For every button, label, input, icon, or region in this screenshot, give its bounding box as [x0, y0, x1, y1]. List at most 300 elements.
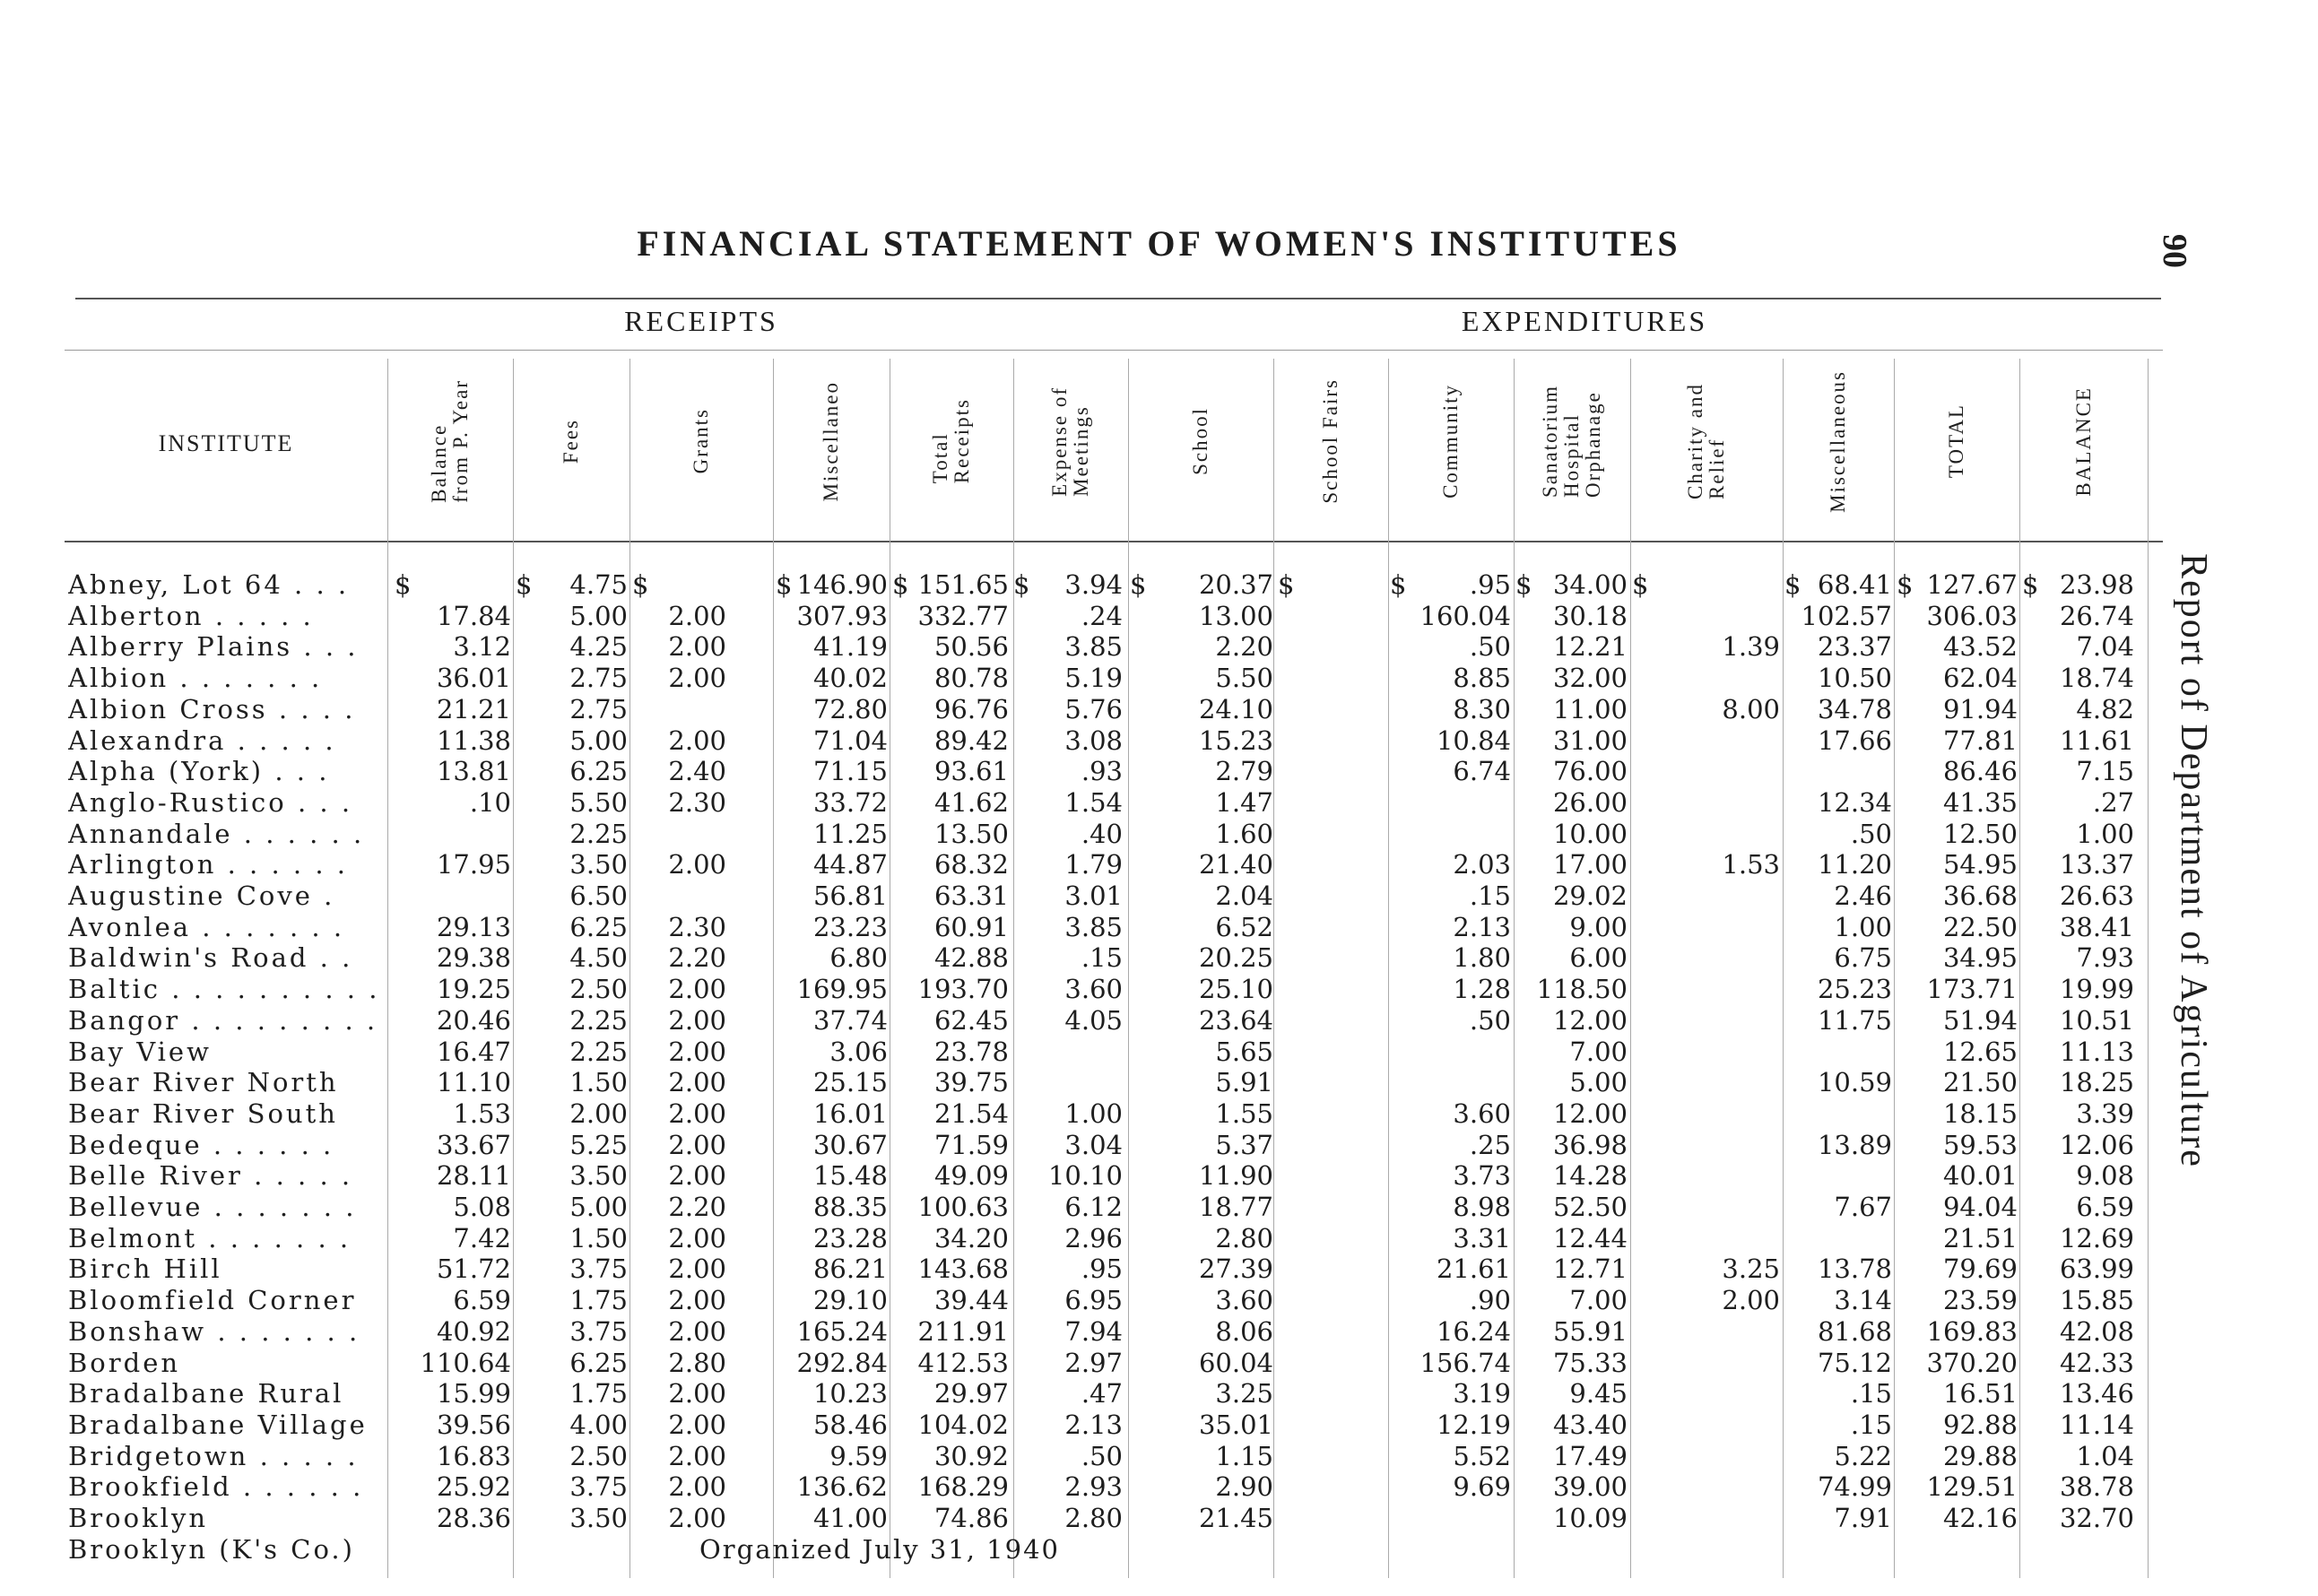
- table-cell: 3.06: [829, 1036, 888, 1067]
- table-cell: 143.68: [917, 1253, 1009, 1285]
- table-cell: 92.88: [1942, 1409, 2018, 1440]
- table-row: [0, 1005, 2152, 1037]
- dollar-sign: $: [1632, 569, 1649, 600]
- column-header-label: Miscellaneous: [1827, 369, 1849, 513]
- table-cell: 5.19: [1064, 663, 1123, 694]
- table-cell: 102.57: [1801, 600, 1892, 631]
- table-cell: 16.24: [1436, 1315, 1511, 1347]
- table-cell: 6.75: [1834, 942, 1892, 974]
- institute-column-header: INSTITUTE: [158, 430, 294, 456]
- table-cell: 1.75: [569, 1378, 628, 1410]
- table-cell: 13.46: [2059, 1378, 2134, 1410]
- table-cell: .50: [1850, 818, 1892, 849]
- table-cell: 146.90: [796, 569, 888, 600]
- table-cell: 2.30: [668, 786, 726, 818]
- table-cell: 7.42: [453, 1222, 511, 1253]
- table-cell: 104.02: [917, 1409, 1009, 1440]
- table-cell: 3.25: [1722, 1253, 1780, 1285]
- table-cell: 29.38: [436, 942, 511, 974]
- column-header: [1013, 351, 1128, 531]
- table-cell: 2.75: [569, 663, 628, 694]
- column-header-label: BALANCE: [2071, 386, 2095, 497]
- table-cell: 2.00: [668, 974, 726, 1005]
- table-cell: 62.45: [933, 1004, 1009, 1036]
- table-cell: 2.00: [668, 1129, 726, 1160]
- table-cell: 6.59: [453, 1285, 511, 1316]
- table-cell: .25: [1469, 1129, 1511, 1160]
- table-cell: 12.50: [1942, 818, 2018, 849]
- table-cell: 18.15: [1942, 1097, 2018, 1129]
- table-cell: 2.00: [668, 1036, 726, 1067]
- table-cell: 9.69: [1453, 1471, 1511, 1503]
- institute-name: Brooklyn: [68, 1503, 209, 1533]
- table-cell: 76.00: [1552, 756, 1628, 787]
- table-cell: 169.83: [1926, 1315, 2018, 1347]
- institute-name: Bradalbane Village: [68, 1409, 368, 1440]
- table-cell: 4.82: [2076, 693, 2134, 724]
- table-cell: 21.45: [1198, 1503, 1273, 1533]
- table-row: [0, 1441, 2152, 1472]
- table-cell: 11.14: [2059, 1409, 2134, 1440]
- column-header: [1783, 351, 1894, 531]
- table-cell: 165.24: [796, 1315, 888, 1347]
- table-cell: 12.69: [2059, 1222, 2134, 1253]
- dollar-sign: $: [2022, 569, 2039, 600]
- table-cell: 34.00: [1552, 569, 1628, 600]
- column-header-label: Grants: [690, 408, 712, 474]
- institute-name: Brooklyn (K's Co.): [68, 1533, 355, 1565]
- table-cell: 10.10: [1047, 1160, 1123, 1192]
- table-cell: 52.50: [1552, 1192, 1628, 1222]
- table-cell: 54.95: [1942, 849, 2018, 880]
- table-cell: 1.53: [453, 1097, 511, 1129]
- table-cell: 75.33: [1552, 1347, 1628, 1378]
- table-cell: 2.03: [1453, 849, 1511, 880]
- table-cell: 15.99: [436, 1378, 511, 1410]
- table-cell: 27.39: [1198, 1253, 1273, 1285]
- table-cell: 6.80: [829, 942, 888, 974]
- table-cell: 1.75: [569, 1285, 628, 1316]
- table-cell: 79.69: [1942, 1253, 2018, 1285]
- institute-name: Bridgetown . . . . .: [68, 1440, 359, 1471]
- running-head: Report of Department of Agriculture: [2173, 553, 2214, 1168]
- table-cell: 33.67: [436, 1129, 511, 1160]
- table-cell: 10.09: [1552, 1503, 1628, 1533]
- table-cell: 23.59: [1942, 1285, 2018, 1316]
- table-cell: 29.88: [1942, 1440, 2018, 1471]
- page-number: 90: [2156, 234, 2193, 268]
- table-cell: 3.50: [569, 1503, 628, 1533]
- table-cell: 1.28: [1453, 974, 1511, 1005]
- institute-name: Bangor . . . . . . . . .: [68, 1004, 378, 1036]
- table-cell: 40.92: [436, 1315, 511, 1347]
- table-cell: 118.50: [1536, 974, 1628, 1005]
- table-cell: 2.00: [1722, 1285, 1780, 1316]
- table-cell: 156.74: [1419, 1347, 1511, 1378]
- table-cell: 1.04: [2076, 1440, 2134, 1471]
- table-cell: 49.09: [933, 1160, 1009, 1192]
- institute-name: Augustine Cove .: [68, 880, 335, 911]
- table-cell: 3.60: [1064, 974, 1123, 1005]
- table-row: [0, 1223, 2152, 1254]
- header-bottom-rule: [65, 541, 2163, 542]
- institute-name: Abney, Lot 64 . . .: [68, 569, 350, 600]
- table-cell: 9.00: [1569, 911, 1628, 942]
- table-cell: .15: [1850, 1378, 1892, 1410]
- dollar-sign: $: [1013, 569, 1030, 600]
- table-cell: 15.48: [812, 1160, 888, 1192]
- table-cell: 3.75: [569, 1471, 628, 1503]
- institute-name: Bloomfield Corner: [68, 1285, 357, 1316]
- table-cell: 21.21: [436, 693, 511, 724]
- institute-name: Albion Cross . . . .: [68, 693, 356, 724]
- table-cell: 3.85: [1064, 911, 1123, 942]
- institute-name: Bear River South: [68, 1097, 338, 1129]
- table-cell: 3.50: [569, 1160, 628, 1192]
- table-cell: 2.13: [1453, 911, 1511, 942]
- institute-name: Birch Hill: [68, 1253, 222, 1285]
- table-cell: 30.67: [812, 1129, 888, 1160]
- table-cell: 60.04: [1198, 1347, 1273, 1378]
- table-cell: 2.40: [668, 756, 726, 787]
- table-cell: 39.75: [933, 1067, 1009, 1098]
- table-cell: .24: [1081, 600, 1123, 631]
- table-cell: 2.00: [668, 1253, 726, 1285]
- table-cell: 5.50: [1215, 663, 1273, 694]
- table-cell: .15: [1850, 1409, 1892, 1440]
- table-cell: 75.12: [1817, 1347, 1892, 1378]
- table-row: [0, 974, 2152, 1005]
- table-cell: 23.28: [812, 1222, 888, 1253]
- table-cell: 23.64: [1198, 1004, 1273, 1036]
- table-cell: 6.95: [1064, 1285, 1123, 1316]
- column-header-label: Charity and Relief: [1684, 383, 1728, 499]
- table-cell: 7.00: [1569, 1285, 1628, 1316]
- table-cell: 21.40: [1198, 849, 1273, 880]
- column-header: [387, 351, 513, 531]
- table-cell: 2.20: [1215, 631, 1273, 663]
- table-cell: 19.99: [2059, 974, 2134, 1005]
- table-cell: .15: [1469, 880, 1511, 911]
- column-header: [1128, 351, 1273, 531]
- table-cell: 26.00: [1552, 786, 1628, 818]
- dollar-sign: $: [776, 569, 793, 600]
- table-cell: 412.53: [917, 1347, 1009, 1378]
- institute-name: Belle River . . . . .: [68, 1160, 353, 1192]
- table-cell: 1.50: [569, 1067, 628, 1098]
- table-cell: 11.61: [2059, 724, 2134, 756]
- table-cell: 36.98: [1552, 1129, 1628, 1160]
- dollar-sign: $: [1278, 569, 1295, 600]
- table-row: [0, 1503, 2152, 1534]
- dollar-sign: $: [1784, 569, 1801, 600]
- institute-name: Bradalbane Rural: [68, 1378, 344, 1410]
- table-row: [0, 1067, 2152, 1098]
- table-row: [0, 1534, 2152, 1566]
- table-cell: 4.50: [569, 942, 628, 974]
- table-cell: 10.59: [1817, 1067, 1892, 1098]
- table-cell: 1.79: [1064, 849, 1123, 880]
- column-header-label: Total Receipts: [929, 398, 973, 484]
- table-cell: 13.50: [933, 818, 1009, 849]
- dollar-sign: $: [395, 569, 412, 600]
- table-cell: 11.38: [436, 724, 511, 756]
- table-cell: 193.70: [917, 974, 1009, 1005]
- table-cell: 12.06: [2059, 1129, 2134, 1160]
- table-cell: 8.00: [1722, 693, 1780, 724]
- institute-name: Alberry Plains . . .: [68, 631, 359, 663]
- table-row: [0, 819, 2152, 850]
- table-cell: 16.47: [436, 1036, 511, 1067]
- table-cell: 44.87: [812, 849, 888, 880]
- table-cell: 6.59: [2076, 1192, 2134, 1222]
- table-cell: 42.33: [2059, 1347, 2134, 1378]
- table-cell: 10.50: [1817, 663, 1892, 694]
- institute-name: Albion . . . . . . .: [68, 663, 323, 694]
- table-cell: 2.00: [668, 663, 726, 694]
- table-cell: 15.85: [2059, 1285, 2134, 1316]
- table-cell: 72.80: [812, 693, 888, 724]
- table-cell: 2.50: [569, 974, 628, 1005]
- table-cell: 2.96: [1064, 1222, 1123, 1253]
- table-cell: 6.74: [1453, 756, 1511, 787]
- table-cell: 80.78: [933, 663, 1009, 694]
- table-cell: 8.85: [1453, 663, 1511, 694]
- table-cell: 2.25: [569, 1004, 628, 1036]
- table-cell: 13.81: [436, 756, 511, 787]
- institute-name: Brookfield . . . . . .: [68, 1471, 364, 1503]
- table-cell: 7.00: [1569, 1036, 1628, 1067]
- table-cell: 332.77: [917, 600, 1009, 631]
- column-header-label: TOTAL: [1945, 403, 1967, 479]
- table-cell: 3.08: [1064, 724, 1123, 756]
- table-cell: 39.00: [1552, 1471, 1628, 1503]
- table-cell: 2.93: [1064, 1471, 1123, 1503]
- table-cell: 3.85: [1064, 631, 1123, 663]
- table-cell: 2.00: [668, 1471, 726, 1503]
- table-cell: 12.65: [1942, 1036, 2018, 1067]
- table-cell: 3.73: [1453, 1160, 1511, 1192]
- table-cell: 16.51: [1942, 1378, 2018, 1410]
- institute-name: Avonlea . . . . . . .: [68, 911, 345, 942]
- column-header: [1894, 351, 2019, 531]
- table-cell: 307.93: [796, 600, 888, 631]
- table-row: [0, 569, 2152, 601]
- institute-name: Bellevue . . . . . . .: [68, 1192, 357, 1222]
- dollar-sign: $: [1130, 569, 1147, 600]
- table-cell: 55.91: [1552, 1315, 1628, 1347]
- institute-name: Arlington . . . . . .: [68, 849, 349, 880]
- table-cell: 4.25: [569, 631, 628, 663]
- institute-name: Baltic . . . . . . . . . .: [68, 974, 380, 1005]
- table-cell: .15: [1081, 942, 1123, 974]
- table-cell: 12.19: [1436, 1409, 1511, 1440]
- table-cell: 11.90: [1198, 1160, 1273, 1192]
- table-cell: 11.10: [436, 1067, 511, 1098]
- table-cell: 5.00: [569, 724, 628, 756]
- table-cell: 2.04: [1215, 880, 1273, 911]
- table-cell: 168.29: [917, 1471, 1009, 1503]
- table-cell: 41.00: [812, 1503, 888, 1533]
- institute-name: Baldwin's Road . .: [68, 942, 353, 974]
- table-top-rule: [75, 298, 2161, 299]
- table-cell: 35.01: [1198, 1409, 1273, 1440]
- table-cell: 11.00: [1552, 693, 1628, 724]
- table-cell: 5.08: [453, 1192, 511, 1222]
- table-cell: 211.91: [917, 1315, 1009, 1347]
- table-cell: 2.46: [1834, 880, 1892, 911]
- table-cell: 9.59: [829, 1440, 888, 1471]
- table-cell: 2.97: [1064, 1347, 1123, 1378]
- table-cell: 2.80: [668, 1347, 726, 1378]
- table-cell: 20.25: [1198, 942, 1273, 974]
- table-row: [0, 880, 2152, 912]
- column-header: [890, 351, 1013, 531]
- table-cell: 51.94: [1942, 1004, 2018, 1036]
- table-row: [0, 694, 2152, 725]
- table-cell: 5.52: [1453, 1440, 1511, 1471]
- table-cell: 10.00: [1552, 818, 1628, 849]
- table-cell: 25.15: [812, 1067, 888, 1098]
- table-cell: 2.20: [668, 1192, 726, 1222]
- table-cell: 74.99: [1817, 1471, 1892, 1503]
- table-cell: 93.61: [933, 756, 1009, 787]
- table-cell: 2.30: [668, 911, 726, 942]
- table-cell: 2.00: [668, 1409, 726, 1440]
- table-cell: 1.15: [1215, 1440, 1273, 1471]
- table-cell: 7.04: [2076, 631, 2134, 663]
- table-cell: 34.78: [1817, 693, 1892, 724]
- table-cell: 18.77: [1198, 1192, 1273, 1222]
- table-cell: 129.51: [1926, 1471, 2018, 1503]
- table-cell: 10.84: [1436, 724, 1511, 756]
- table-cell: 18.74: [2059, 663, 2134, 694]
- table-cell: 2.25: [569, 818, 628, 849]
- row-note: Organized July 31, 1940: [699, 1533, 1060, 1565]
- table-cell: 2.00: [668, 849, 726, 880]
- table-cell: 42.16: [1942, 1503, 2018, 1533]
- table-cell: 110.64: [420, 1347, 511, 1378]
- institute-name: Alexandra . . . . .: [68, 724, 336, 756]
- table-row: [0, 1378, 2152, 1410]
- table-cell: 60.91: [933, 911, 1009, 942]
- column-header-label: School: [1189, 407, 1211, 475]
- column-header-label: School Fairs: [1319, 378, 1341, 504]
- table-cell: 2.80: [1064, 1503, 1123, 1533]
- institute-name: Alberton . . . . .: [68, 600, 314, 631]
- table-cell: 20.37: [1198, 569, 1273, 600]
- table-cell: 7.15: [2076, 756, 2134, 787]
- table-cell: 5.22: [1834, 1440, 1892, 1471]
- table-cell: 5.76: [1064, 693, 1123, 724]
- table-cell: 7.91: [1834, 1503, 1892, 1533]
- table-cell: 306.03: [1926, 600, 2018, 631]
- institute-name: Anglo-Rustico . . .: [68, 786, 353, 818]
- table-cell: 21.61: [1436, 1253, 1511, 1285]
- institute-name: Bay View: [68, 1036, 212, 1067]
- table-cell: 10.23: [812, 1378, 888, 1410]
- table-cell: 8.30: [1453, 693, 1511, 724]
- table-cell: 173.71: [1926, 974, 2018, 1005]
- table-cell: 29.10: [812, 1285, 888, 1316]
- table-cell: 28.11: [436, 1160, 511, 1192]
- table-cell: 1.60: [1215, 818, 1273, 849]
- table-cell: 26.63: [2059, 880, 2134, 911]
- table-cell: 136.62: [796, 1471, 888, 1503]
- table-cell: 24.10: [1198, 693, 1273, 724]
- table-cell: 11.13: [2059, 1036, 2134, 1067]
- table-cell: 23.23: [812, 911, 888, 942]
- table-cell: 20.46: [436, 1004, 511, 1036]
- table-cell: 3.04: [1064, 1129, 1123, 1160]
- table-cell: 6.52: [1215, 911, 1273, 942]
- table-row: [0, 942, 2152, 974]
- table-cell: 8.06: [1215, 1315, 1273, 1347]
- table-cell: 100.63: [917, 1192, 1009, 1222]
- table-cell: 17.95: [436, 849, 511, 880]
- column-header-label: Community: [1439, 384, 1462, 499]
- table-cell: 89.42: [933, 724, 1009, 756]
- table-cell: 2.00: [668, 1004, 726, 1036]
- table-cell: 25.23: [1817, 974, 1892, 1005]
- table-cell: 160.04: [1419, 600, 1511, 631]
- table-cell: 32.00: [1552, 663, 1628, 694]
- table-cell: 5.25: [569, 1129, 628, 1160]
- table-cell: 6.25: [569, 756, 628, 787]
- table-cell: 41.19: [812, 631, 888, 663]
- table-cell: 3.75: [569, 1315, 628, 1347]
- table-cell: 71.15: [812, 756, 888, 787]
- column-header: [1388, 351, 1514, 531]
- column-header-label: Balance from P. Year: [428, 379, 472, 503]
- table-row: [0, 725, 2152, 757]
- column-header-label: Fees: [560, 418, 582, 464]
- table-cell: 2.00: [668, 1097, 726, 1129]
- table-cell: 71.04: [812, 724, 888, 756]
- table-cell: 88.35: [812, 1192, 888, 1222]
- table-cell: 19.25: [436, 974, 511, 1005]
- table-cell: 3.39: [2076, 1097, 2134, 1129]
- table-cell: 43.52: [1942, 631, 2018, 663]
- table-cell: 6.12: [1064, 1192, 1123, 1222]
- table-cell: 2.00: [668, 1160, 726, 1192]
- table-cell: 2.00: [668, 600, 726, 631]
- table-row: [0, 1037, 2152, 1068]
- table-row: [0, 1253, 2152, 1285]
- table-cell: 34.95: [1942, 942, 2018, 974]
- table-cell: 4.00: [569, 1409, 628, 1440]
- dollar-sign: $: [1515, 569, 1532, 600]
- table-cell: 17.00: [1552, 849, 1628, 880]
- table-cell: 23.98: [2059, 569, 2134, 600]
- table-cell: 33.72: [812, 786, 888, 818]
- table-cell: 22.50: [1942, 911, 2018, 942]
- table-cell: .95: [1081, 1253, 1123, 1285]
- table-cell: .95: [1469, 569, 1511, 600]
- table-cell: 39.56: [436, 1409, 511, 1440]
- column-header: [1514, 351, 1630, 531]
- table-row: [0, 1160, 2152, 1192]
- table-cell: 29.97: [933, 1378, 1009, 1410]
- dollar-sign: $: [1390, 569, 1407, 600]
- table-cell: 12.34: [1817, 786, 1892, 818]
- table-cell: 2.00: [668, 1440, 726, 1471]
- institute-name: Bedeque . . . . . .: [68, 1129, 334, 1160]
- column-header: [1630, 351, 1783, 531]
- page-title: FINANCIAL STATEMENT OF WOMEN'S INSTITUTES: [637, 223, 1681, 264]
- table-cell: 86.46: [1942, 756, 2018, 787]
- table-cell: 25.92: [436, 1471, 511, 1503]
